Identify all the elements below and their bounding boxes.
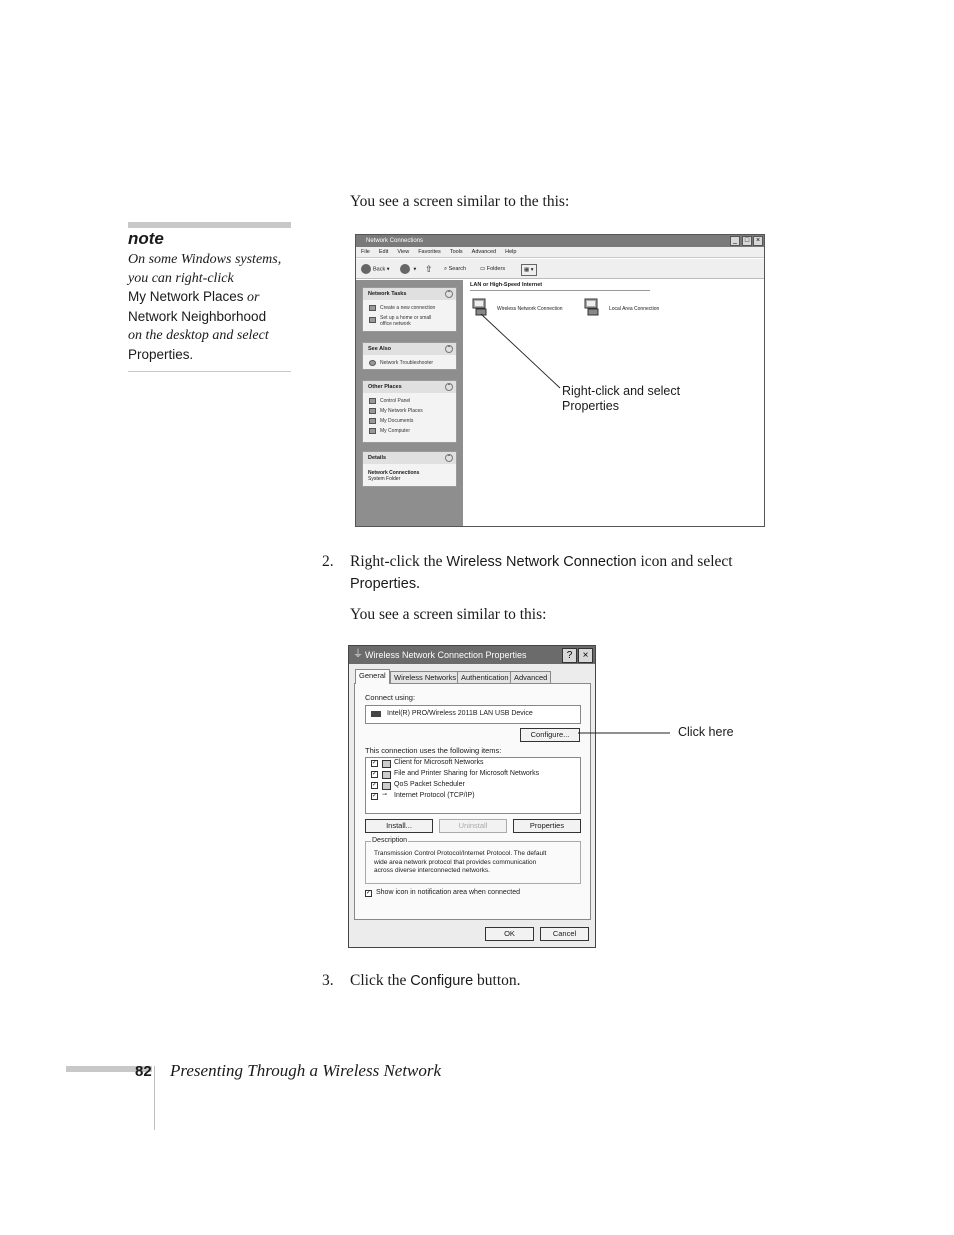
device-name: Intel(R) PRO/Wireless 2011B LAN USB Device — [387, 710, 533, 717]
panel-header[interactable]: Other Places ˆ — [363, 381, 456, 393]
details-type: System Folder — [368, 476, 401, 482]
menu-file[interactable]: File — [361, 249, 370, 255]
show-icon-checkbox[interactable]: ✓ — [366, 890, 372, 896]
documents-icon — [369, 418, 376, 424]
description-group — [365, 837, 581, 884]
network-tasks-panel — [362, 287, 457, 332]
my-documents-link[interactable]: My Documents — [363, 416, 456, 426]
qos-icon — [382, 782, 391, 790]
note-bar — [128, 222, 291, 228]
note-period: . — [189, 347, 194, 363]
step3-number: 3. — [322, 972, 334, 989]
collapse-icon[interactable]: ˆ — [445, 454, 453, 462]
menu-tools[interactable]: Tools — [449, 249, 463, 255]
note-item3: Properties — [128, 346, 190, 362]
home-network-icon — [369, 317, 376, 323]
ok-button[interactable]: OK — [485, 927, 534, 941]
configure-button[interactable]: Configure... — [520, 728, 580, 742]
items-list — [365, 757, 581, 814]
up-folder-icon[interactable]: ⇧ — [425, 264, 433, 274]
note-line2: you can right-click — [128, 270, 234, 286]
folders-button[interactable]: ▭ Folders — [480, 266, 506, 272]
forward-arrow-icon — [400, 264, 410, 274]
note-item1: My Network Places — [128, 289, 244, 305]
control-panel-link[interactable]: Control Panel — [363, 396, 456, 406]
window-titlebar — [356, 235, 764, 247]
new-connection-icon — [369, 305, 376, 311]
menu-favorites[interactable]: Favorites — [418, 249, 441, 255]
dialog-title: Wireless Network Connection Properties — [365, 650, 527, 660]
configure-callout-line — [578, 725, 673, 741]
connection-properties-dialog — [348, 645, 596, 948]
task-pane — [356, 280, 463, 527]
details-panel — [362, 451, 457, 487]
chapter-title: Presenting Through a Wireless Network — [170, 1061, 442, 1080]
toolbar — [356, 259, 764, 279]
menu-view[interactable]: View — [397, 249, 410, 255]
maximize-icon[interactable]: □ — [742, 236, 752, 246]
views-icon: ▦ — [524, 267, 530, 273]
home-network-link[interactable]: Set up a home or small office network — [363, 315, 456, 327]
see-also-panel — [362, 342, 457, 370]
note-line1: On some Windows systems, — [128, 252, 282, 267]
list-item[interactable]: Internet Protocol (TCP/IP) — [394, 792, 475, 799]
back-button[interactable]: Back ▾ — [361, 264, 390, 274]
show-icon-label: Show icon in notification area when connected — [376, 889, 520, 896]
collapse-icon[interactable]: ˆ — [445, 290, 453, 298]
item-checkbox[interactable]: ✓ — [372, 793, 378, 799]
folders-icon: ▭ — [480, 266, 486, 272]
menu-edit[interactable]: Edit — [378, 249, 389, 255]
list-item[interactable]: File and Printer Sharing for Microsoft Networks — [394, 770, 540, 777]
my-computer-link[interactable]: My Computer — [363, 426, 456, 436]
note-body — [128, 251, 294, 366]
step2-text: Right-click the Wireless Network Connection icon and select Properties. — [350, 553, 733, 592]
general-tab-pane — [354, 683, 591, 920]
create-connection-link[interactable]: Create a new connection — [363, 303, 456, 313]
note-rule — [128, 371, 291, 372]
items-label: This connection uses the following items: — [365, 746, 502, 755]
menu-help[interactable]: Help — [505, 249, 517, 255]
group-label: LAN or High-Speed Internet — [470, 282, 543, 288]
search-icon: ⌕ — [444, 266, 448, 272]
protocol-icon: ⊸ — [382, 792, 388, 798]
intro-text: You see a screen similar to the this: — [350, 193, 570, 210]
intro-text2: You see a screen similar to this: — [350, 606, 547, 623]
views-button[interactable]: ▦ ▾ — [521, 264, 537, 276]
menu-advanced[interactable]: Advanced — [471, 249, 497, 255]
close-icon[interactable]: × — [753, 236, 763, 246]
step3-text: Click the Configure button. — [350, 972, 521, 989]
tab-advanced[interactable]: Advanced — [510, 671, 551, 683]
details-name: Network Connections — [368, 470, 420, 476]
item-checkbox[interactable]: ✓ — [372, 760, 378, 766]
description-text: Transmission Control Protocol/Internet Protocol. The default wide area network protocol that provides communication across diverse interconnected networks. — [374, 850, 547, 874]
panel-header[interactable]: Network Tasks ˆ — [363, 288, 456, 300]
wireless-connection-label[interactable]: Wireless Network Connection — [497, 306, 563, 312]
panel-header[interactable]: See Also ˆ — [363, 343, 456, 355]
other-places-panel — [362, 380, 457, 443]
minimize-icon[interactable]: _ — [730, 236, 740, 246]
note-or: or — [247, 290, 260, 306]
tab-authentication[interactable]: Authentication — [457, 671, 513, 683]
tab-wireless-networks[interactable]: Wireless Networks — [390, 671, 460, 683]
close-icon[interactable]: × — [578, 648, 593, 663]
back-arrow-icon — [361, 264, 371, 274]
troubleshooter-link[interactable]: Network Troubleshooter — [363, 358, 456, 368]
properties-button[interactable]: Properties — [513, 819, 581, 833]
window-title: Network Connections — [366, 238, 424, 244]
footer-divider — [154, 1066, 155, 1130]
dialog-titlebar — [349, 646, 595, 664]
callout-click-here: Click here — [678, 725, 734, 739]
local-area-connection-label[interactable]: Local Area Connection — [609, 306, 660, 312]
control-panel-icon — [369, 398, 376, 404]
list-item[interactable]: Client for Microsoft Networks — [394, 759, 484, 766]
note-title: note — [128, 229, 164, 248]
callout-right-click: Right-click and select Properties — [562, 384, 681, 413]
network-adapter-icon — [371, 711, 381, 717]
device-field — [365, 705, 581, 724]
item-checkbox[interactable]: ✓ — [372, 771, 378, 777]
panel-header[interactable]: Details ˆ — [363, 452, 456, 464]
page-number: 82 — [135, 1063, 152, 1080]
description-label: Description — [372, 837, 408, 844]
network-connections-window — [355, 234, 765, 527]
client-icon — [382, 760, 391, 768]
search-button[interactable]: ⌕ Search — [444, 266, 467, 272]
sharing-icon — [382, 771, 391, 779]
collapse-icon[interactable]: ˆ — [445, 345, 453, 353]
help-icon[interactable]: ? — [562, 648, 577, 663]
list-item[interactable]: QoS Packet Scheduler — [394, 781, 465, 788]
note-item2: Network Neighborhood — [128, 308, 267, 324]
connect-using-label: Connect using: — [365, 693, 416, 702]
help-icon — [369, 360, 376, 366]
collapse-icon[interactable]: ˆ — [445, 383, 453, 391]
network-icon: ⏚ — [353, 649, 363, 660]
menu-bar — [356, 247, 764, 258]
my-network-places-link[interactable]: My Network Places — [363, 406, 456, 416]
uninstall-button[interactable]: Uninstall — [439, 819, 507, 833]
network-places-icon — [369, 408, 376, 414]
cancel-button[interactable]: Cancel — [540, 927, 589, 941]
note-line5: on the desktop and select — [128, 328, 269, 344]
computer-icon — [369, 428, 376, 434]
item-checkbox[interactable]: ✓ — [372, 782, 378, 788]
step2-number: 2. — [322, 553, 334, 570]
forward-button[interactable]: ▾ — [400, 264, 416, 274]
install-button[interactable]: Install... — [365, 819, 433, 833]
tab-general[interactable]: General — [355, 669, 390, 684]
